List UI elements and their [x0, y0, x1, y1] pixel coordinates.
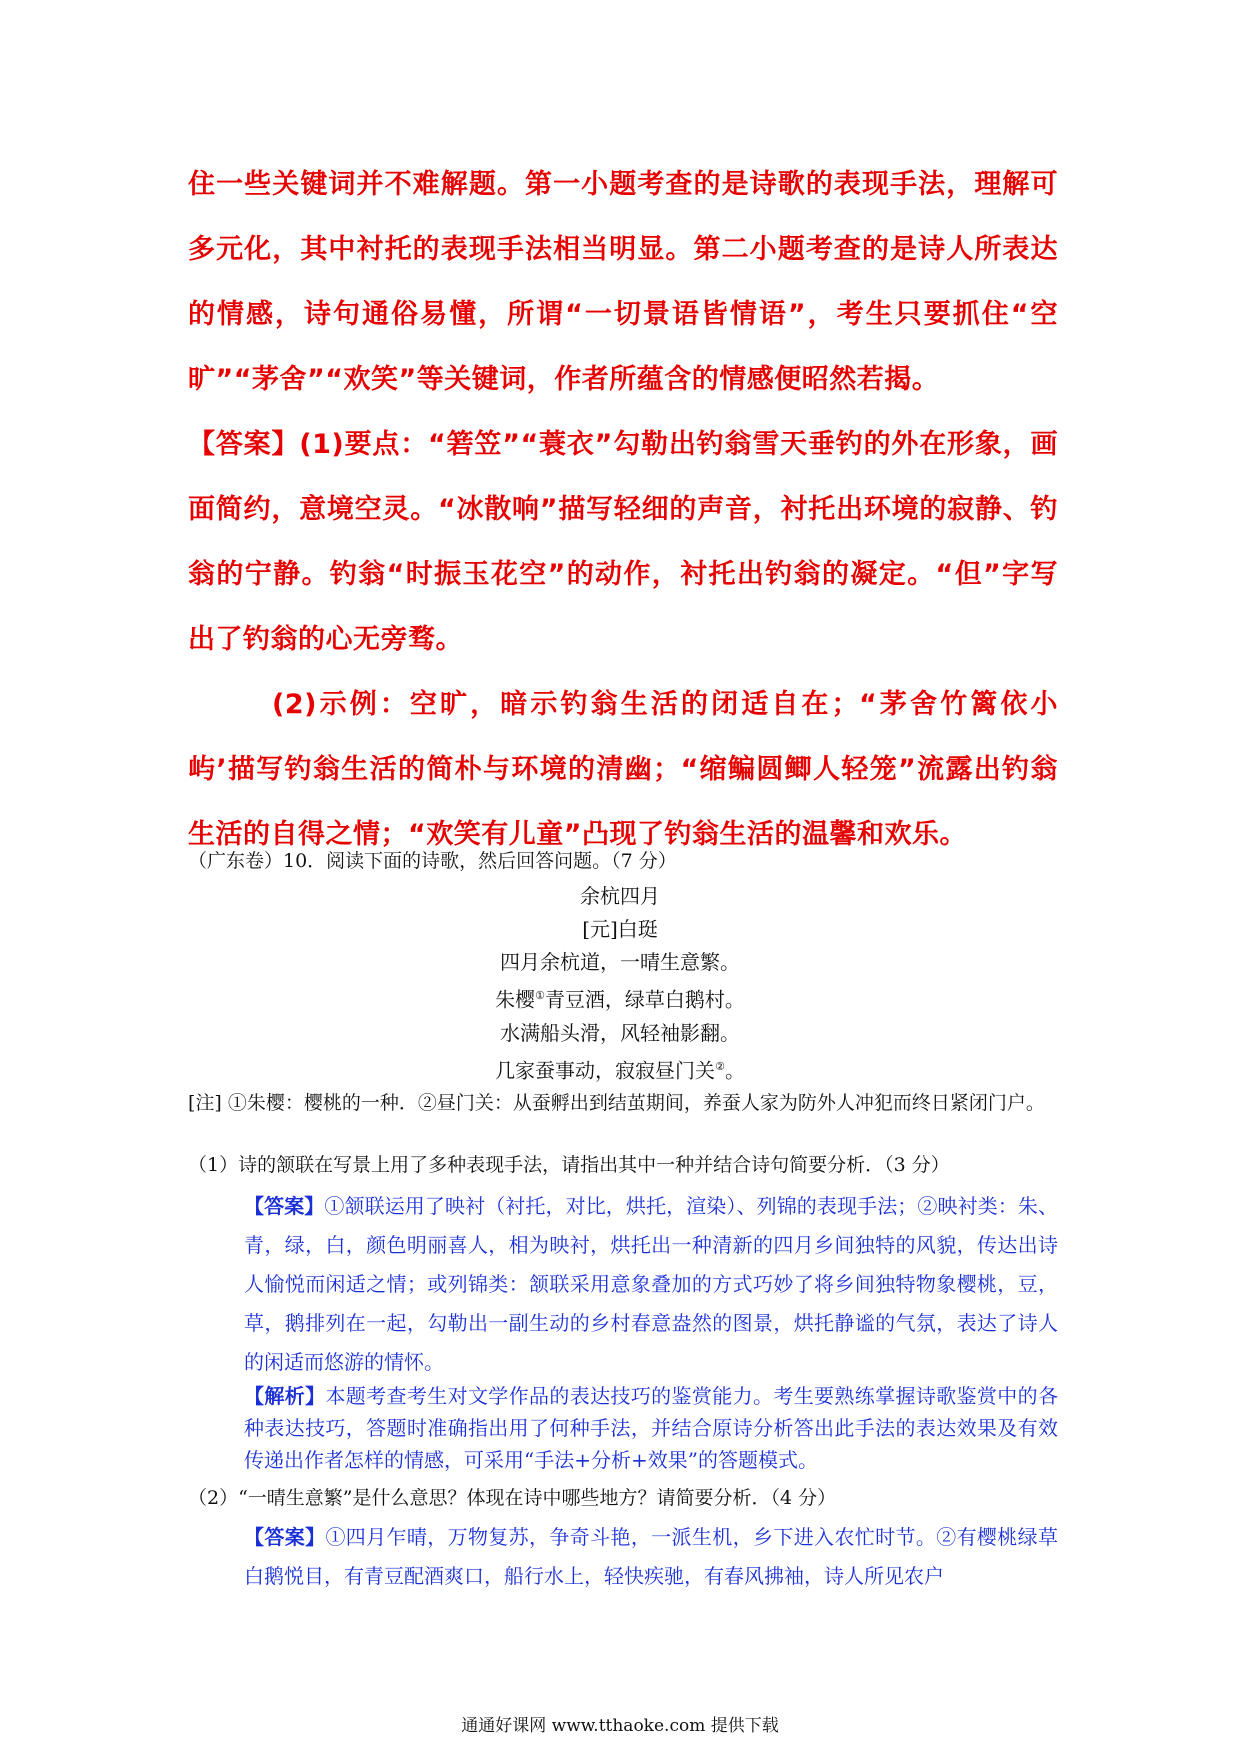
poem [0, 880, 1240, 1087]
commentary-text: 住一些关键词并不难解题。第一小题考查的是诗歌的表现手法，理解可多元化，其中衬托的表现手法相当明显。第二小题考查的是诗人所表达的情感，诗句通俗易懂，所谓“一切景语皆情语”，考生只要抓住“空旷”“茅舍”“欢笑”等关键词，作者所蕴含的情感便昭然若揭。 [188, 169, 1058, 395]
poem-line-1: 四月余杭道，一晴生意繁。 [500, 950, 740, 974]
poem-line-2-a: 朱樱 [495, 987, 536, 1012]
q2-answer-text: ①四月乍晴，万物复苏，争奇斗艳，一派生机，乡下进入农忙时节。②有樱桃绿草白鹅悦目，有青豆配酒爽口，船行水上，轻快疾驰，有春风拂袖，诗人所见农户 [244, 1525, 1059, 1588]
poem-note: [注] ①朱樱：樱桃的一种．②昼门关：从蚕孵出到结茧期间，养蚕人家为防外人冲犯而终日紧闭门户。 [188, 1092, 1045, 1114]
question-1: （1）诗的颔联在写景上用了多种表现手法，请指出其中一种并结合诗句简要分析．（3 分） [188, 1154, 950, 1176]
q1-analysis-text: 本题考查考生对文学作品的表达技巧的鉴赏能力。考生要熟练掌握诗歌鉴赏中的各种表达技巧，答题时准确指出用了何种手法，并结合原诗分析答出此手法的表达效果及有效传递出作者怎样的情感，可采用“手法+分析+效果”的答题模式。 [244, 1384, 1059, 1472]
q2-answer [244, 1518, 1058, 1596]
q2-answer-label: 【答案】 [244, 1525, 326, 1549]
poem-title: 余杭四月 [580, 884, 660, 908]
answer-part1 [188, 412, 1058, 672]
poem-line-3: 水满船头滑，风轻袖影翻。 [500, 1020, 740, 1045]
answer2-text: (2)示例：空旷，暗示钓翁生活的闭适自在；“茅舍竹篱依小屿’描写钓翁生活的简朴与环境的清幽；“缩鳊圆鲫人轻笼”流露出钓翁生活的自得之情；“欢笑有儿童”凸现了钓翁生活的温馨和欢乐。 [188, 689, 1058, 850]
question-header: （广东卷）10．阅读下面的诗歌，然后回答问题。（7 分） [188, 850, 677, 872]
q1-answer-label: 【答案】 [244, 1194, 325, 1218]
poem-line-2 [0, 979, 1240, 1017]
poem-line-2-b: 青豆酒，绿草白鹅村。 [544, 987, 745, 1012]
poem-line-4-a: 几家蚕事动，寂寂昼门关 [495, 1058, 716, 1083]
poem-line-4 [0, 1050, 1240, 1088]
q1-answer [244, 1187, 1058, 1382]
q1-answer-text: ①颔联运用了映衬（衬托，对比，烘托，渲染）、列锦的表现手法；②映衬类：朱、青，绿，白，颜色明丽喜人，相为映衬，烘托出一种清新的四月乡间独特的风貌，传达出诗人愉悦而闲适之情；或列锦类：颔联采用意象叠加的方式巧妙了将乡间独特物象樱桃，豆，草，鹅排列在一起，勾勒出一副生动的乡村春意盎然的图景，烘托静谧的气氛，表达了诗人的闲适而悠游的情怀。 [244, 1194, 1059, 1374]
footnote-marker-1: ① [535, 989, 545, 1002]
poem-author: [元]白珽 [582, 917, 658, 941]
answer1-text: (1)要点：“箬笠”“蓑衣”勾勒出钓翁雪天垂钓的外在形象，画面简约，意境空灵。“冰散响”描写轻细的声音，衬托出环境的寂静、钓翁的宁静。钓翁“时振玉花空”的动作，衬托出钓翁的凝定。“但”字写出了钓翁的心无旁骛。 [188, 429, 1059, 655]
footnote-marker-2: ② [715, 1059, 725, 1073]
q1-analysis-label: 【解析】 [244, 1384, 326, 1408]
answer-label: 【答案】 [188, 429, 300, 460]
poem-line-4-end: 。 [724, 1058, 745, 1083]
page-footer: 通通好课网 www.tthaoke.com 提供下载 [461, 1716, 779, 1736]
answer-part2 [188, 672, 1058, 867]
commentary-paragraph [188, 152, 1058, 412]
question-2: （2）“一晴生意繁”是什么意思？体现在诗中哪些地方？请简要分析．（4 分） [188, 1487, 837, 1509]
q1-analysis [244, 1380, 1058, 1476]
